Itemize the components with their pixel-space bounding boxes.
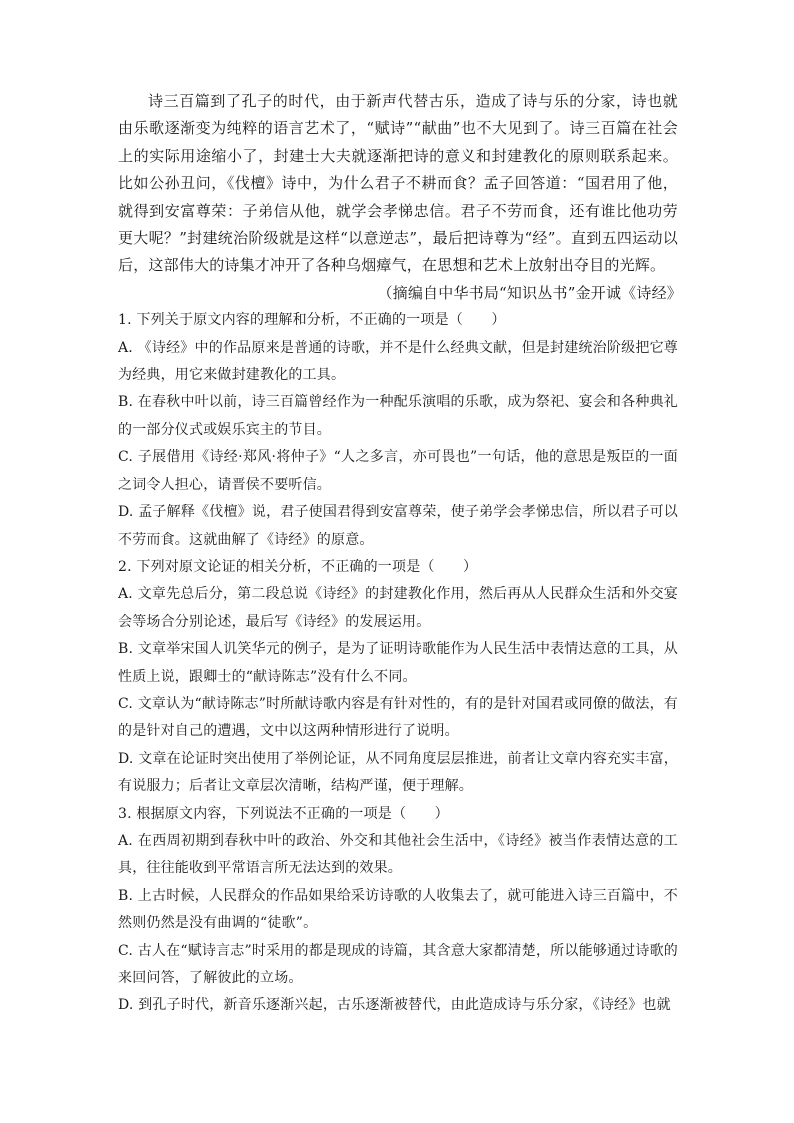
option-c: C. 文章认为“献诗陈志”时所献诗歌内容是有针对性的，有的是针对国君或同僚的做法，有的是针对自己的遭遇，文中以这两种情形进行了说明。 bbox=[118, 695, 678, 740]
option-d: D. 文章在论证时突出使用了举例论证，从不同角度层层推进，前者让文章内容充实丰富，有说服力；后者让文章层次清晰，结构严谨，便于理解。 bbox=[118, 750, 678, 795]
question-1 bbox=[118, 307, 678, 554]
option-d: D. 孟子解释《伐檀》说，君子使国君得到安富尊荣，使子弟学会孝悌忠信，所以君子可以不劳而食。这就曲解了《诗经》的原意。 bbox=[118, 504, 678, 548]
document-page bbox=[118, 88, 682, 1020]
option-a: A. 文章先总后分，第二段总说《诗经》的封建教化作用，然后再从人民群众生活和外交宴会等场合分别论述，最后写《诗经》的发展运用。 bbox=[118, 586, 678, 630]
option-b: B. 文章举宋国人讥笑华元的例子，是为了证明诗歌能作为人民生活中表情达意的工具，从性质上说，跟卿士的“献诗陈志”没有什么不同。 bbox=[118, 641, 678, 685]
question-stem: 3. 根据原文内容，下列说法不正确的一项是（ ） bbox=[118, 805, 449, 822]
passage-paragraph: 诗三百篇到了孔子的时代，由于新声代替古乐，造成了诗与乐的分家，诗也就由乐歌逐渐变为纯粹的语言艺术了，“赋诗”“献曲”也不大见到了。诗三百篇在社会上的实际用途缩小了，封建士大夫就逐渐把诗的意义和封建教化的原则联系起来。比如公孙丑问，《伐檀》诗中，为什么君子不耕而食？孟子回答道：“国君用了他，就得到安富尊荣：子弟信从他，就学会孝悌忠信。君子不劳而食，还有谁比他功劳更大呢？”封建统治阶级就是这样“以意逆志”，最后把诗尊为“经”。直到五四运动以后，这部伟大的诗集才冲开了各种乌烟瘴气，在思想和艺术上放射出夺目的光辉。 bbox=[118, 92, 678, 275]
option-d: D. 到孔子时代，新音乐逐渐兴起，古乐逐渐被替代，由此造成诗与乐分家，《诗经》也就 bbox=[118, 997, 671, 1014]
question-3 bbox=[118, 801, 678, 1020]
option-c: C. 古人在“赋诗言志”时采用的都是现成的诗篇，其含意大家都清楚，所以能够通过诗歌的来回问答，了解彼此的立场。 bbox=[118, 942, 678, 986]
question-stem: 1. 下列关于原文内容的理解和分析，不正确的一项是（ ） bbox=[118, 312, 506, 329]
option-a: A. 在西周初期到春秋中叶的政治、外交和其他社会生活中，《诗经》被当作表情达意的工具，往往能收到平常语言所无法达到的效果。 bbox=[118, 832, 678, 877]
passage-source: （摘编自中华书局“知识丛书”金开诚《诗经》 bbox=[377, 283, 682, 302]
option-b: B. 在春秋中叶以前，诗三百篇曾经作为一种配乐演唱的乐歌，成为祭祀、宴会和各种典礼的一部分仪式或娱乐宾主的节目。 bbox=[118, 394, 678, 438]
question-stem: 2. 下列对原文论证的相关分析，不正确的一项是（ ） bbox=[118, 558, 478, 575]
option-b: B. 上古时候，人民群众的作品如果给采访诗歌的人收集去了，就可能进入诗三百篇中，不然则仍然是没有曲调的“徒歌”。 bbox=[118, 887, 678, 932]
option-c: C. 子展借用《诗经·郑风·将仲子》“人之多言，亦可畏也”一句话，他的意思是叛臣的一面之词令人担心，请晋侯不要听信。 bbox=[118, 449, 678, 493]
option-a: A. 《诗经》中的作品原来是普通的诗歌，并不是什么经典文献，但是封建统治阶级把它尊为经典，用它来做封建教化的工具。 bbox=[118, 339, 678, 384]
question-2 bbox=[118, 554, 678, 801]
